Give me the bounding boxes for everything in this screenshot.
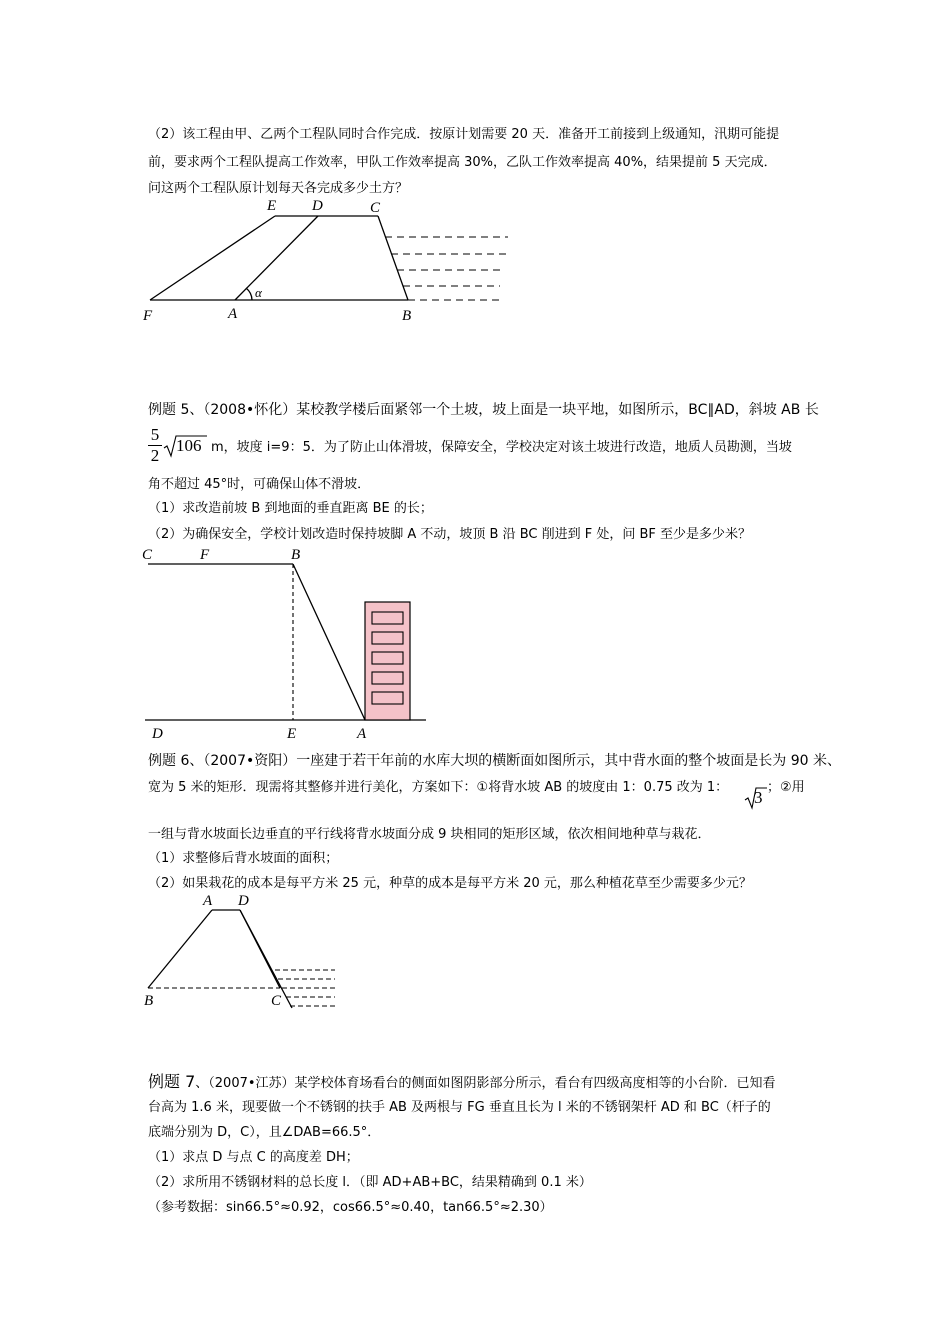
- label-b: B: [402, 308, 412, 324]
- ex7-reference-data: （参考数据：sin66.5°≈0.92，cos66.5°≈0.40，tan66.5°≈2.30）: [148, 1200, 553, 1215]
- ex7-title: 例题 7: [148, 1072, 196, 1091]
- label-c: C: [142, 547, 153, 563]
- ex7-question-2: （2）求所用不锈钢材料的总长度 l．（即 AD+AB+BC，结果精确到 0.1 米）: [148, 1175, 592, 1190]
- ex7-line-3: 底端分别为 D，C），且∠DAB=66.5°．: [148, 1125, 381, 1140]
- ex5-question-2: （2）为确保安全，学校计划改造时保持坡脚 A 不动，坡顶 B 沿 BC 削进到 F 处，问 BF 至少是多少米？: [148, 527, 752, 542]
- ex7-line-2: 台高为 1.6 米，现要做一个不锈钢的扶手 AB 及两根与 FG 垂直且长为 l 米的不锈钢架杆 AD 和 BC（杆子的: [148, 1100, 771, 1115]
- label-e: E: [287, 726, 297, 742]
- p2-line-1: （2）该工程由甲、乙两个工程队同时合作完成．按原计划需要 20 天．准备开工前接到上级通知，汛期可能提: [148, 127, 780, 142]
- p2-line-3: 问这两个工程队原计划每天各完成多少土方？: [148, 181, 409, 196]
- label-a: A: [357, 726, 367, 742]
- ex6-line-3: 一组与背水坡面长边垂直的平行线将背水坡面分成 9 块相同的矩形区域，依次相间地种草与栽花．: [148, 827, 711, 842]
- label-f: F: [143, 308, 153, 324]
- p2-line-2: 前，要求两个工程队提高工作效率，甲队工作效率提高 30%，乙队工作效率提高 40%，结果提前 5 天完成．: [148, 155, 777, 170]
- label-a: A: [203, 893, 213, 909]
- label-d: D: [312, 198, 323, 214]
- label-alpha: α: [255, 285, 262, 300]
- ex7-line-1: 例题 7、（2007•江苏）某学校体育场看台的侧面如图阴影部分所示，看台有四级高度相等的小台阶．已知看: [148, 1072, 776, 1091]
- label-b: B: [291, 547, 301, 563]
- ex6-line-1: 例题 6、（2007•资阳）一座建于若干年前的水库大坝的横断面如图所示，其中背水面的整个坡面是长为 90 米、: [148, 753, 841, 769]
- ex5-question-1: （1）求改造前坡 B 到地面的垂直距离 BE 的长；: [148, 501, 433, 516]
- ex5-line-2: m，坡度 i=9：5．为了防止山体滑坡，保障安全，学校决定对该土坡进行改造，地质人员勘测，当坡: [211, 440, 792, 455]
- sqrt-106-value: 106: [176, 436, 202, 455]
- fraction-five-halves: 5 2: [148, 425, 162, 466]
- label-d: D: [238, 893, 249, 909]
- label-f: F: [200, 547, 210, 563]
- ex5-line-3: 角不超过 45°时，可确保山体不滑坡．: [148, 477, 371, 492]
- ex6-line-2-end: ；②用: [767, 780, 805, 795]
- ex5-line-1: 例题 5、（2008•怀化）某校教学楼后面紧邻一个土坡，坡上面是一块平地，如图所示，BC∥AD，斜坡 AB 长: [148, 402, 819, 418]
- label-c: C: [271, 993, 282, 1009]
- label-a: A: [228, 306, 238, 322]
- ex6-question-2: （2）如果栽花的成本是每平方米 25 元，种草的成本是每平方米 20 元，那么种植花草至少需要多少元？: [148, 876, 752, 891]
- ex7-question-1: （1）求点 D 与点 C 的高度差 DH；: [148, 1150, 359, 1165]
- label-e: E: [267, 198, 277, 214]
- sqrt-3-value: 3: [754, 788, 763, 807]
- ex6-question-1: （1）求整修后背水坡面的面积；: [148, 851, 339, 866]
- label-c: C: [370, 200, 381, 216]
- ex6-line-2: 宽为 5 米的矩形．现需将其整修并进行美化，方案如下：①将背水坡 AB 的坡度由 1：0.75 改为 1：: [148, 780, 729, 795]
- label-d: D: [152, 726, 163, 742]
- label-b: B: [144, 993, 154, 1009]
